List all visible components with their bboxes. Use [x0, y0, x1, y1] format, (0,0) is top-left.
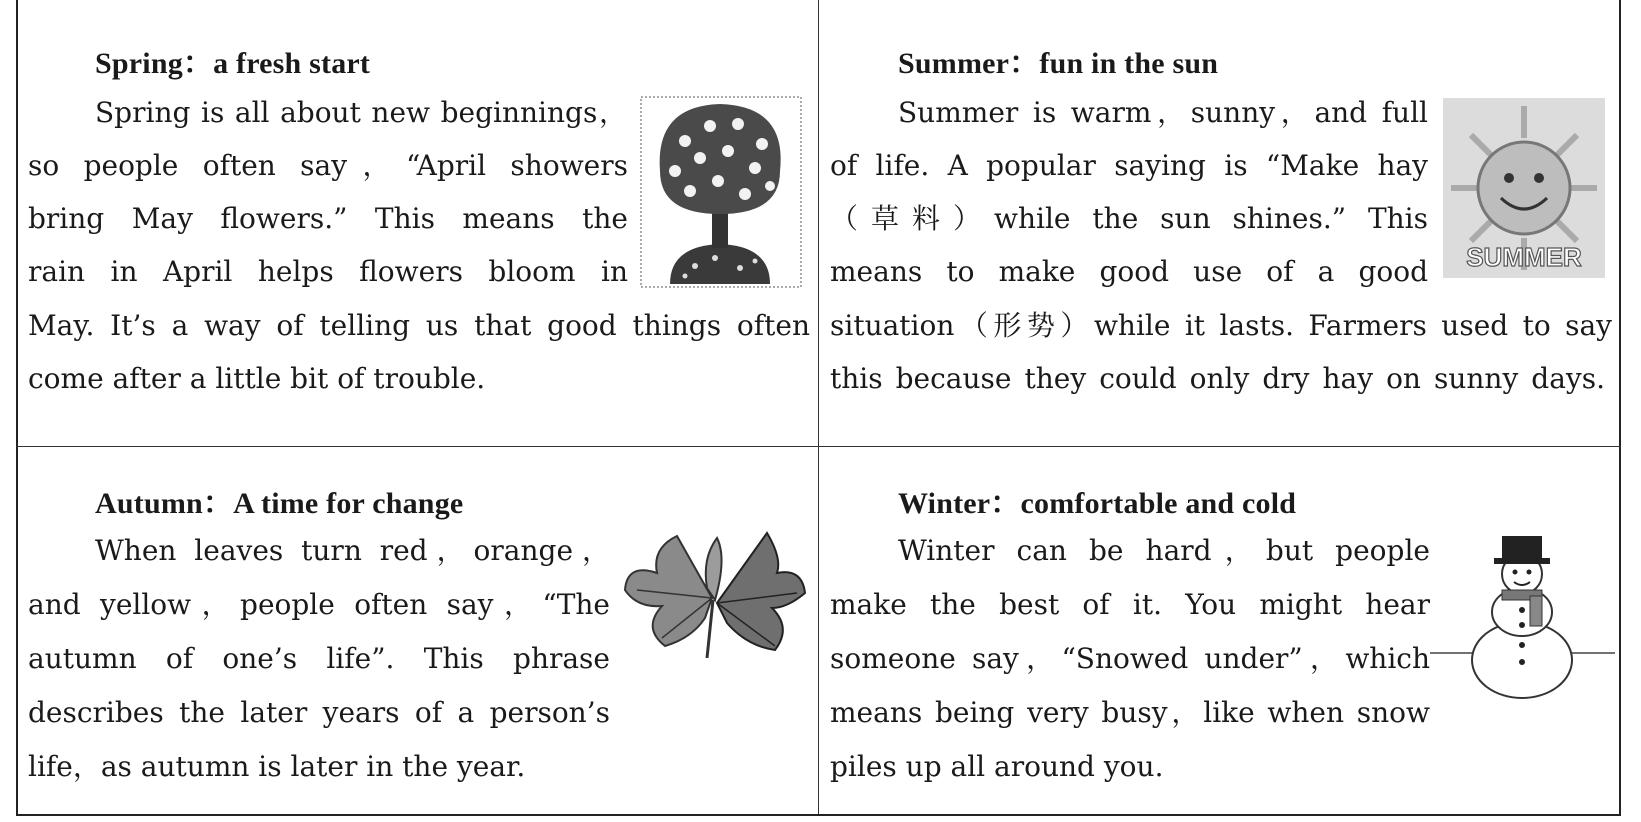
paragraph-line: someone say，“Snowed under”，which: [830, 642, 1430, 675]
paragraph-line: Summer is warm，sunny，and full: [898, 96, 1428, 129]
section-heading: Autumn：A time for change: [95, 487, 464, 520]
paragraph-line: this because they could only dry hay on sunny days.: [830, 362, 1605, 395]
flowering-tree-icon: [640, 96, 802, 288]
paragraph-line: means to make good use of a good: [830, 255, 1428, 288]
paragraph-line: May. It’s a way of telling us that good things often: [28, 309, 810, 342]
paragraph-line: make the best of it. You might hear: [830, 588, 1430, 621]
snowman-icon: [1430, 530, 1615, 705]
paragraph-line: come after a little bit of trouble.: [28, 362, 486, 395]
paragraph-line: rain in April helps flowers bloom in: [28, 255, 628, 288]
paragraph-line: situation（形势）while it lasts. Farmers used to say: [830, 309, 1612, 342]
section-heading: Winter：comfortable and cold: [898, 487, 1297, 520]
paragraph-line: Spring is all about new beginnings，: [95, 96, 627, 129]
smiling-sun-icon: [1443, 98, 1605, 278]
paragraph-line: life，as autumn is later in the year.: [28, 750, 526, 783]
paragraph-line: so people often say，“April showers: [28, 149, 628, 182]
paragraph-line: of life. A popular saying is “Make hay: [830, 149, 1428, 182]
autumn-leaves-icon: [617, 528, 809, 660]
paragraph-line: Winter can be hard，but people: [898, 534, 1430, 567]
section-heading: Summer：fun in the sun: [898, 47, 1219, 80]
paragraph-line: piles up all around you.: [830, 750, 1164, 783]
summer-image-text: SUMMER: [1466, 242, 1582, 272]
paragraph-line: autumn of one’s life”. This phrase: [28, 642, 610, 675]
paragraph-line: When leaves turn red，orange，: [95, 534, 610, 567]
row-divider: [16, 446, 1621, 447]
column-divider: [818, 0, 819, 814]
paragraph-line: describes the later years of a person’s: [28, 696, 610, 729]
paragraph-line: bring May flowers.” This means the: [28, 202, 628, 235]
paragraph-line: and yellow，people often say，“The: [28, 588, 610, 621]
paragraph-line: （草料）while the sun shines.” This: [830, 202, 1428, 235]
section-heading: Spring：a fresh start: [95, 47, 371, 80]
paragraph-line: means being very busy，like when snow: [830, 696, 1430, 729]
